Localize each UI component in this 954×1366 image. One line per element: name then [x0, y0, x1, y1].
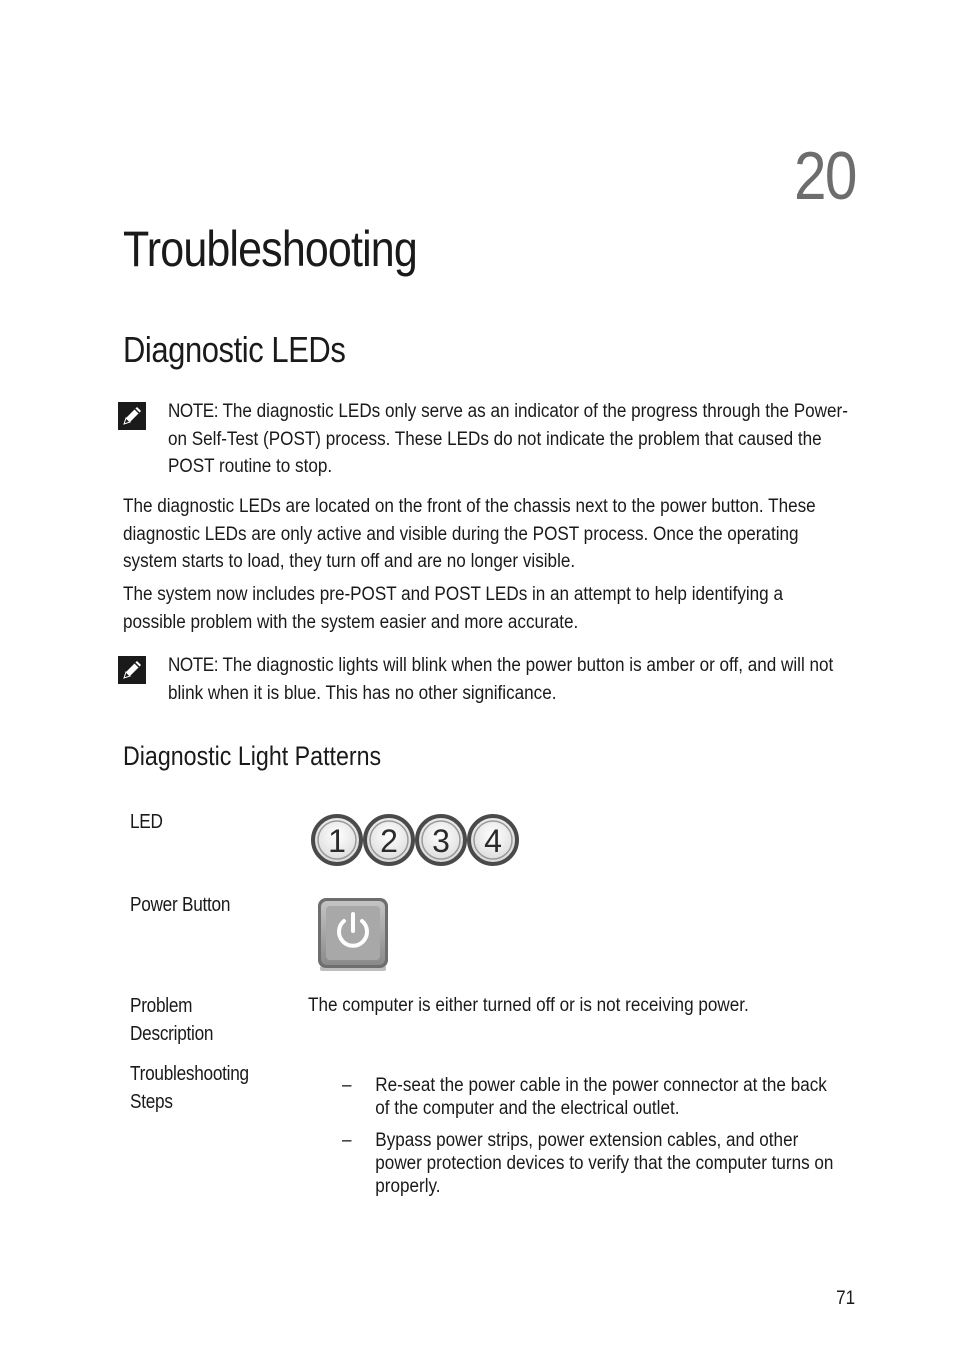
note-label: NOTE: — [168, 655, 219, 676]
led-label: LED — [130, 811, 163, 833]
power-button-icon — [316, 896, 392, 974]
led-4-number: 4 — [484, 823, 502, 859]
note-body: The diagnostic LEDs only serve as an indicator of the progress through the Power-on Self-Test (POST) process. These LEDs do not indicate the problem that caused the POST routine to stop. — [168, 401, 848, 477]
chapter-number: 20 — [794, 138, 856, 214]
step-dash: – — [342, 1130, 352, 1151]
led-1-number: 1 — [328, 823, 346, 859]
chapter-title: Troubleshooting — [123, 221, 417, 277]
note-label: NOTE: — [168, 401, 219, 422]
power-button-label: Power Button — [130, 894, 231, 916]
note-text — [168, 652, 852, 707]
step-text: Bypass power strips, power extension cables, and other power protection devices to verify that the computer turns on properly. — [375, 1130, 834, 1197]
led-4-icon — [469, 816, 517, 864]
led-2-icon — [365, 816, 413, 864]
problem-description-label: Problem Description — [130, 995, 214, 1045]
paragraph: The system now includes pre-POST and POST LEDs in an attempt to help identifying a possible problem with the system easier and more accurate. — [123, 584, 783, 633]
led-3-icon — [417, 816, 465, 864]
pencil-note-icon — [116, 400, 148, 432]
page-number: 71 — [835, 1288, 855, 1309]
led-3-number: 3 — [432, 823, 450, 859]
section-title: Diagnostic LEDs — [123, 329, 346, 370]
paragraph: The diagnostic LEDs are located on the front of the chassis next to the power button. These diagnostic LEDs are only active and visible during the POST process. Once the operating system starts to load, they turn off and are no longer visible. — [123, 496, 816, 572]
troubleshooting-steps-label: Troubleshooting Steps — [130, 1063, 249, 1113]
pencil-note-icon — [116, 654, 148, 686]
note-text — [168, 398, 852, 481]
problem-description-text: The computer is either turned off or is not receiving power. — [308, 995, 749, 1016]
note-body: The diagnostic lights will blink when the power button is amber or off, and will not blink when it is blue. This has no other significance. — [168, 655, 834, 704]
step-dash: – — [342, 1075, 352, 1096]
led-1-icon — [313, 816, 361, 864]
step-text: Re-seat the power cable in the power connector at the back of the computer and the electrical outlet. — [375, 1075, 827, 1119]
subsection-title: Diagnostic Light Patterns — [123, 741, 382, 771]
led-icons — [310, 812, 522, 868]
led-2-number: 2 — [380, 823, 398, 859]
